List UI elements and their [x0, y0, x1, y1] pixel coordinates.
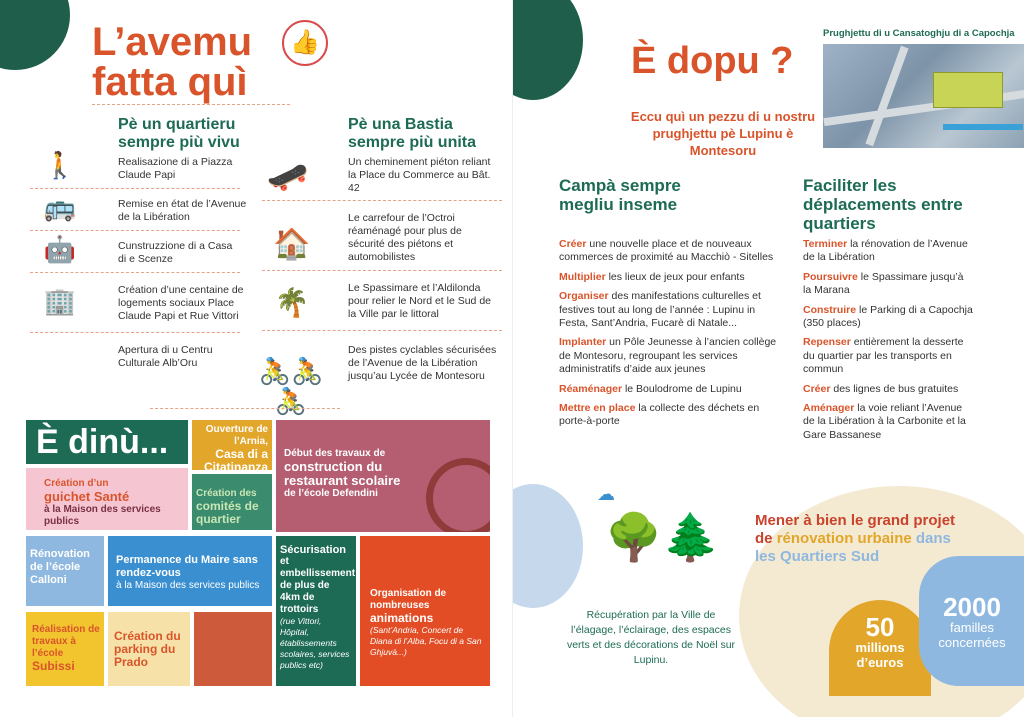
projet-line-1: Mener à bien le grand projet de — [755, 512, 956, 547]
projet-text — [755, 512, 975, 566]
list-item-keyword: Créer — [559, 238, 587, 250]
list-item-keyword: Repenser — [803, 336, 851, 349]
sante-text: Création d’un — [44, 478, 109, 489]
tile-prado — [108, 612, 190, 686]
arnia-title: Casa di a Citatinanza — [203, 447, 268, 470]
page-title-right: È dopu ? — [631, 40, 794, 82]
title-line-2: fatta quì — [92, 60, 248, 104]
tile-arnia — [192, 420, 272, 470]
list-item-text: la collecte des déchets en porte-à-porte — [559, 402, 760, 428]
anim-text: Organisation de nombreuses — [370, 588, 447, 611]
robot-icon: 🤖 — [43, 234, 77, 264]
arnia-text: Ouverture de l’Arnia, — [205, 424, 268, 447]
travaux-text-2: construction du — [284, 459, 383, 474]
page-title-left — [92, 22, 252, 102]
list-item — [559, 402, 779, 429]
col1-item: Apertura di u Centru Culturale Alb’Oru — [118, 344, 213, 369]
tile-subissi — [26, 612, 104, 686]
list-item-text: des manifestations culturelles et festives tout au long de l’année : Lupinu in Festa, Sant’Andria, Fucarè di Natale... — [559, 290, 761, 330]
right-col2-heading: Faciliter les déplacements entre quartiers — [803, 176, 963, 233]
list-item-text: la rénovation de l’Avenue de la Libération — [803, 238, 968, 264]
title-line-1: L’avemu — [92, 20, 253, 64]
house-icon: 🏠 — [273, 228, 311, 261]
waterfront-icon: 🌴 — [274, 287, 310, 318]
recup-text: Récupération par la Ville de l’élagage, l’éclairage, des espaces verts et des décorations de Noël sur Lupinu. — [566, 609, 736, 666]
right-col1-heading: Campà sempre megliu inseme — [559, 176, 681, 214]
tile-calloni — [26, 536, 104, 606]
map-water — [943, 124, 1023, 130]
tile-blank — [194, 612, 272, 686]
list-item — [803, 383, 973, 396]
map-building — [933, 72, 1003, 108]
tile-travaux — [276, 420, 490, 532]
list-item-text: le Boulodrome de Lupinu — [622, 382, 742, 395]
list-item-keyword: Réaménager — [559, 382, 623, 395]
projet-line-3: dans les Quartiers Sud — [755, 530, 951, 565]
bus-icon: 🚌 — [43, 192, 77, 222]
millions-badge — [829, 600, 931, 696]
skater-icon: 🛹 — [266, 158, 310, 196]
secu-text: et embellissement de plus de 4km de trottoirs — [280, 556, 356, 615]
list-item — [559, 271, 779, 284]
list-item — [803, 402, 973, 442]
millions-label-1: millions — [855, 640, 905, 655]
separator — [262, 200, 502, 201]
list-item-text: une nouvelle place et de nouveaux commerces de proximité au Macchiò - Sitelles — [559, 238, 774, 264]
col2-item: Le carrefour de l’Octroi réaménagé pour plus de sécurité des piétons et automobilistes — [348, 212, 462, 263]
separator — [30, 230, 240, 231]
tile-comites — [192, 474, 272, 530]
list-item-text: des lignes de bus gratuites — [830, 382, 959, 395]
cyclists-icon: 🚴🚴🚴 — [258, 356, 324, 416]
col1-item: Realisazione di a Piazza Claude Papi — [118, 156, 233, 181]
tile-sante — [26, 468, 188, 530]
list-item — [559, 290, 779, 330]
tile-maire — [108, 536, 272, 606]
col1-item: Cunstruzzione di a Casa di e Scenze — [118, 240, 233, 265]
prado-title: Prado — [114, 655, 149, 669]
right-page — [512, 0, 1024, 717]
secu-note: (rue Vittori, Hôpital, établissements scolaires, services publics etc) — [280, 616, 350, 670]
list-item-text: la voie reliant l’Avenue de la Libération à la Carbonite et la Gare Bassanese — [803, 402, 966, 441]
map-road — [865, 46, 908, 146]
col1-item: Création d’une centaine de logements sociaux Place Claude Papi et Rue Vittori — [118, 284, 244, 322]
list-item — [803, 336, 973, 376]
subissi-text: Réalisation de travaux à l’école — [32, 624, 100, 659]
familles-badge — [919, 556, 1024, 686]
list-item — [559, 238, 779, 265]
separator — [150, 408, 340, 409]
travaux-text-3: restaurant scolaire — [284, 473, 401, 488]
list-item-text: le Parking di a Capochja (350 places) — [803, 303, 973, 330]
list-item — [803, 271, 973, 298]
tile-animations — [360, 536, 490, 686]
travaux-text: Début des travaux de — [284, 448, 386, 459]
list-item-keyword: Implanter — [559, 336, 607, 349]
maire-title: Permanence du Maire sans rendez-vous — [116, 554, 258, 579]
corner-blob — [512, 0, 583, 100]
list-item — [559, 383, 779, 396]
familles-label-2: concernées — [938, 635, 1006, 650]
project-map — [823, 44, 1024, 148]
projet-line-2: rénovation urbaine — [776, 530, 912, 547]
col2-item: Le Spassimare et l’Aldilonda pour relier le Nord et le Sud de la Ville par le littoral — [348, 282, 491, 320]
list-item-text: entièrement la desserte du quartier par les transports en commun — [803, 336, 964, 376]
list-item-keyword: Poursuivre — [803, 270, 858, 283]
dinu-heading: È dinù... — [36, 423, 169, 461]
list-item-keyword: Mettre en place — [559, 402, 636, 415]
list-item-keyword: Aménager — [803, 402, 855, 415]
secu-title: Sécurisation — [280, 544, 347, 556]
maire-text: à la Maison des services publics — [116, 580, 260, 591]
sante-title: guichet Santé — [44, 489, 130, 504]
building-icon: 🏢 — [43, 286, 77, 316]
comites-text: Création des — [196, 488, 257, 499]
calloni-title: Calloni — [30, 574, 67, 586]
list-item-text: le Spassimare jusqu’à la Marana — [803, 270, 964, 297]
separator — [30, 332, 240, 333]
list-item — [803, 304, 973, 331]
comites-title: comités de quartier — [196, 499, 259, 526]
right-col2-list — [803, 238, 973, 448]
park-walk-icon: 🚶 — [43, 150, 77, 180]
separator — [30, 188, 240, 189]
title-underline — [92, 104, 290, 105]
sante-text-2: à la Maison des services publics — [44, 504, 161, 527]
list-item-keyword: Multiplier — [559, 270, 606, 283]
col2-heading: Pè una Bastia sempre più unita — [348, 116, 477, 151]
anim-note: (Sant’Andria, Concert de Diana di l’Alba, Focu di a San Ghjuvà...) — [370, 625, 482, 657]
list-item-text: un Pôle Jeunesse à l’ancien collège de Montesoru, regroupant les services administratifs d’aide aux jeunes — [559, 336, 777, 376]
tile-secu — [276, 536, 356, 686]
cloud-icon: ☁ — [597, 484, 615, 504]
col2-item: Des pistes cyclables sécurisées de l’Avenue de la Libération jusqu’au Lycée de Montesoru — [348, 344, 497, 382]
trees-icon: 🌳🌲 — [605, 511, 720, 563]
thumbs-up-icon: 👍 — [282, 20, 328, 66]
separator — [262, 270, 502, 271]
list-item-keyword: Créer — [803, 382, 831, 395]
intro-text: Eccu quì un pezzu di u nostru prughjettu pè Lupinu è Montesoru — [630, 109, 816, 158]
separator — [30, 272, 240, 273]
familles-number: 2000 — [943, 592, 1001, 622]
millions-number: 50 — [865, 612, 895, 642]
calloni-text: Rénovation de l’école — [30, 548, 90, 573]
blue-blob — [512, 484, 583, 608]
familles-label-1: familles — [949, 620, 995, 635]
right-col1-list — [559, 238, 779, 435]
subissi-title: Subissi — [32, 659, 75, 673]
list-item — [559, 336, 779, 376]
col2-item: Un cheminement piéton reliant la Place du Commerce au Bât. 42 — [348, 156, 491, 194]
col1-item: Remise en état de l’Avenue de la Libération — [118, 198, 247, 223]
list-item-keyword: Construire — [803, 303, 857, 316]
map-caption: Prughjettu di u Cansatoghju di a Capochja — [823, 28, 1015, 39]
list-item — [803, 238, 973, 265]
list-item-text: les lieux de jeux pour enfants — [605, 270, 745, 283]
separator — [262, 330, 502, 331]
col1-heading: Pè un quartieru sempre più vivu — [118, 116, 240, 151]
prado-text: Création du parking du — [114, 629, 181, 656]
tile-dinu — [26, 420, 188, 464]
corner-blob — [0, 0, 70, 70]
travaux-text-4: de l’école Defendini — [284, 488, 378, 499]
millions-label-2: d’euros — [856, 655, 904, 670]
list-item-keyword: Organiser — [559, 290, 609, 303]
list-item-keyword: Terminer — [803, 238, 848, 250]
anim-title: animations — [370, 611, 434, 625]
